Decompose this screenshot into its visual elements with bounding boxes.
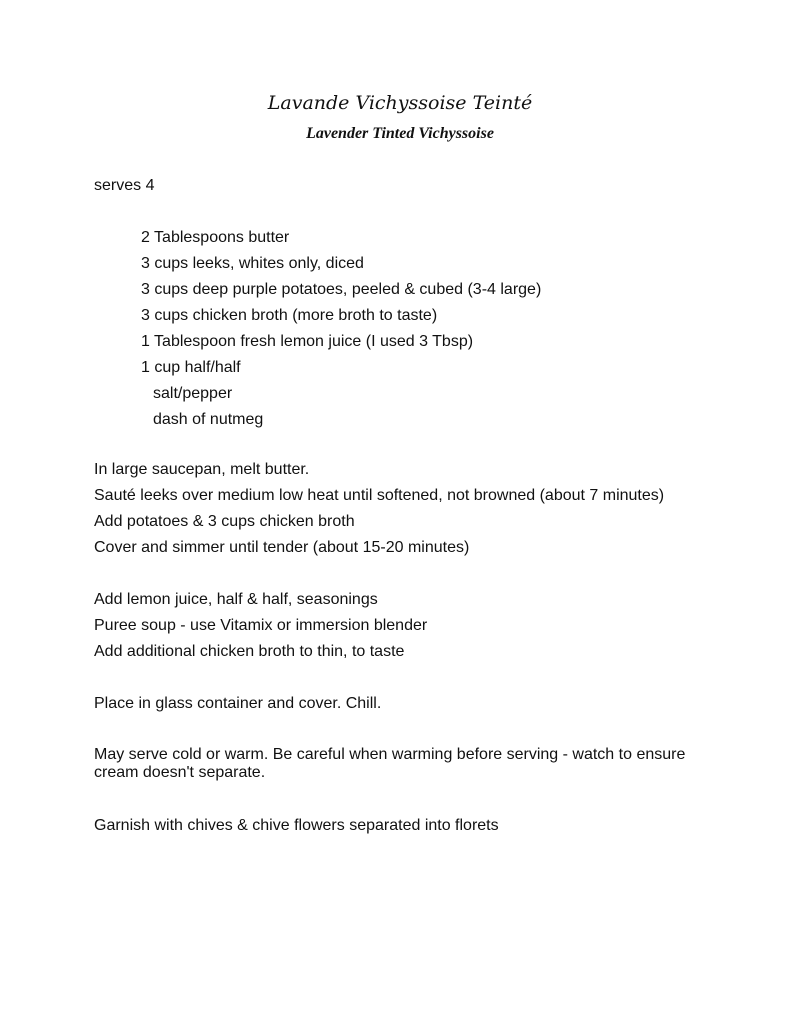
- ingredient-item: 1 cup half/half: [141, 359, 241, 376]
- ingredient-item: dash of nutmeg: [153, 411, 264, 428]
- ingredient-item: salt/pepper: [153, 385, 233, 402]
- step-text: Cover and simmer until tender (about 15-20 minutes): [94, 539, 470, 556]
- ingredient-item: 3 cups chicken broth (more broth to taste): [141, 307, 438, 324]
- step-text: Sauté leeks over medium low heat until softened, not browned (about 7 minutes): [94, 487, 665, 504]
- ingredient-item: 2 Tablespoons butter: [141, 229, 290, 246]
- step-text: Garnish with chives & chive flowers separated into florets: [94, 817, 499, 834]
- step-text: cream doesn't separate.: [94, 764, 266, 781]
- ingredient-item: 3 cups deep purple potatoes, peeled & cubed (3-4 large): [141, 281, 542, 298]
- step-text: Place in glass container and cover. Chill.: [94, 695, 382, 712]
- step-text: May serve cold or warm. Be careful when warming before serving - watch to ensure: [94, 746, 686, 763]
- ingredient-item: 3 cups leeks, whites only, diced: [141, 255, 364, 272]
- step-text: Add lemon juice, half & half, seasonings: [94, 591, 378, 608]
- recipe-title: Lavande Vichyssoise Teinté: [267, 92, 533, 114]
- step-text: In large saucepan, melt butter.: [94, 461, 310, 478]
- serves-text: serves 4: [94, 177, 155, 194]
- step-text: Puree soup - use Vitamix or immersion blender: [94, 617, 428, 634]
- step-text: Add additional chicken broth to thin, to taste: [94, 643, 405, 660]
- recipe-subtitle: Lavender Tinted Vichyssoise: [306, 125, 494, 142]
- step-text: Add potatoes & 3 cups chicken broth: [94, 513, 355, 530]
- ingredient-item: 1 Tablespoon fresh lemon juice (I used 3 Tbsp): [141, 333, 474, 350]
